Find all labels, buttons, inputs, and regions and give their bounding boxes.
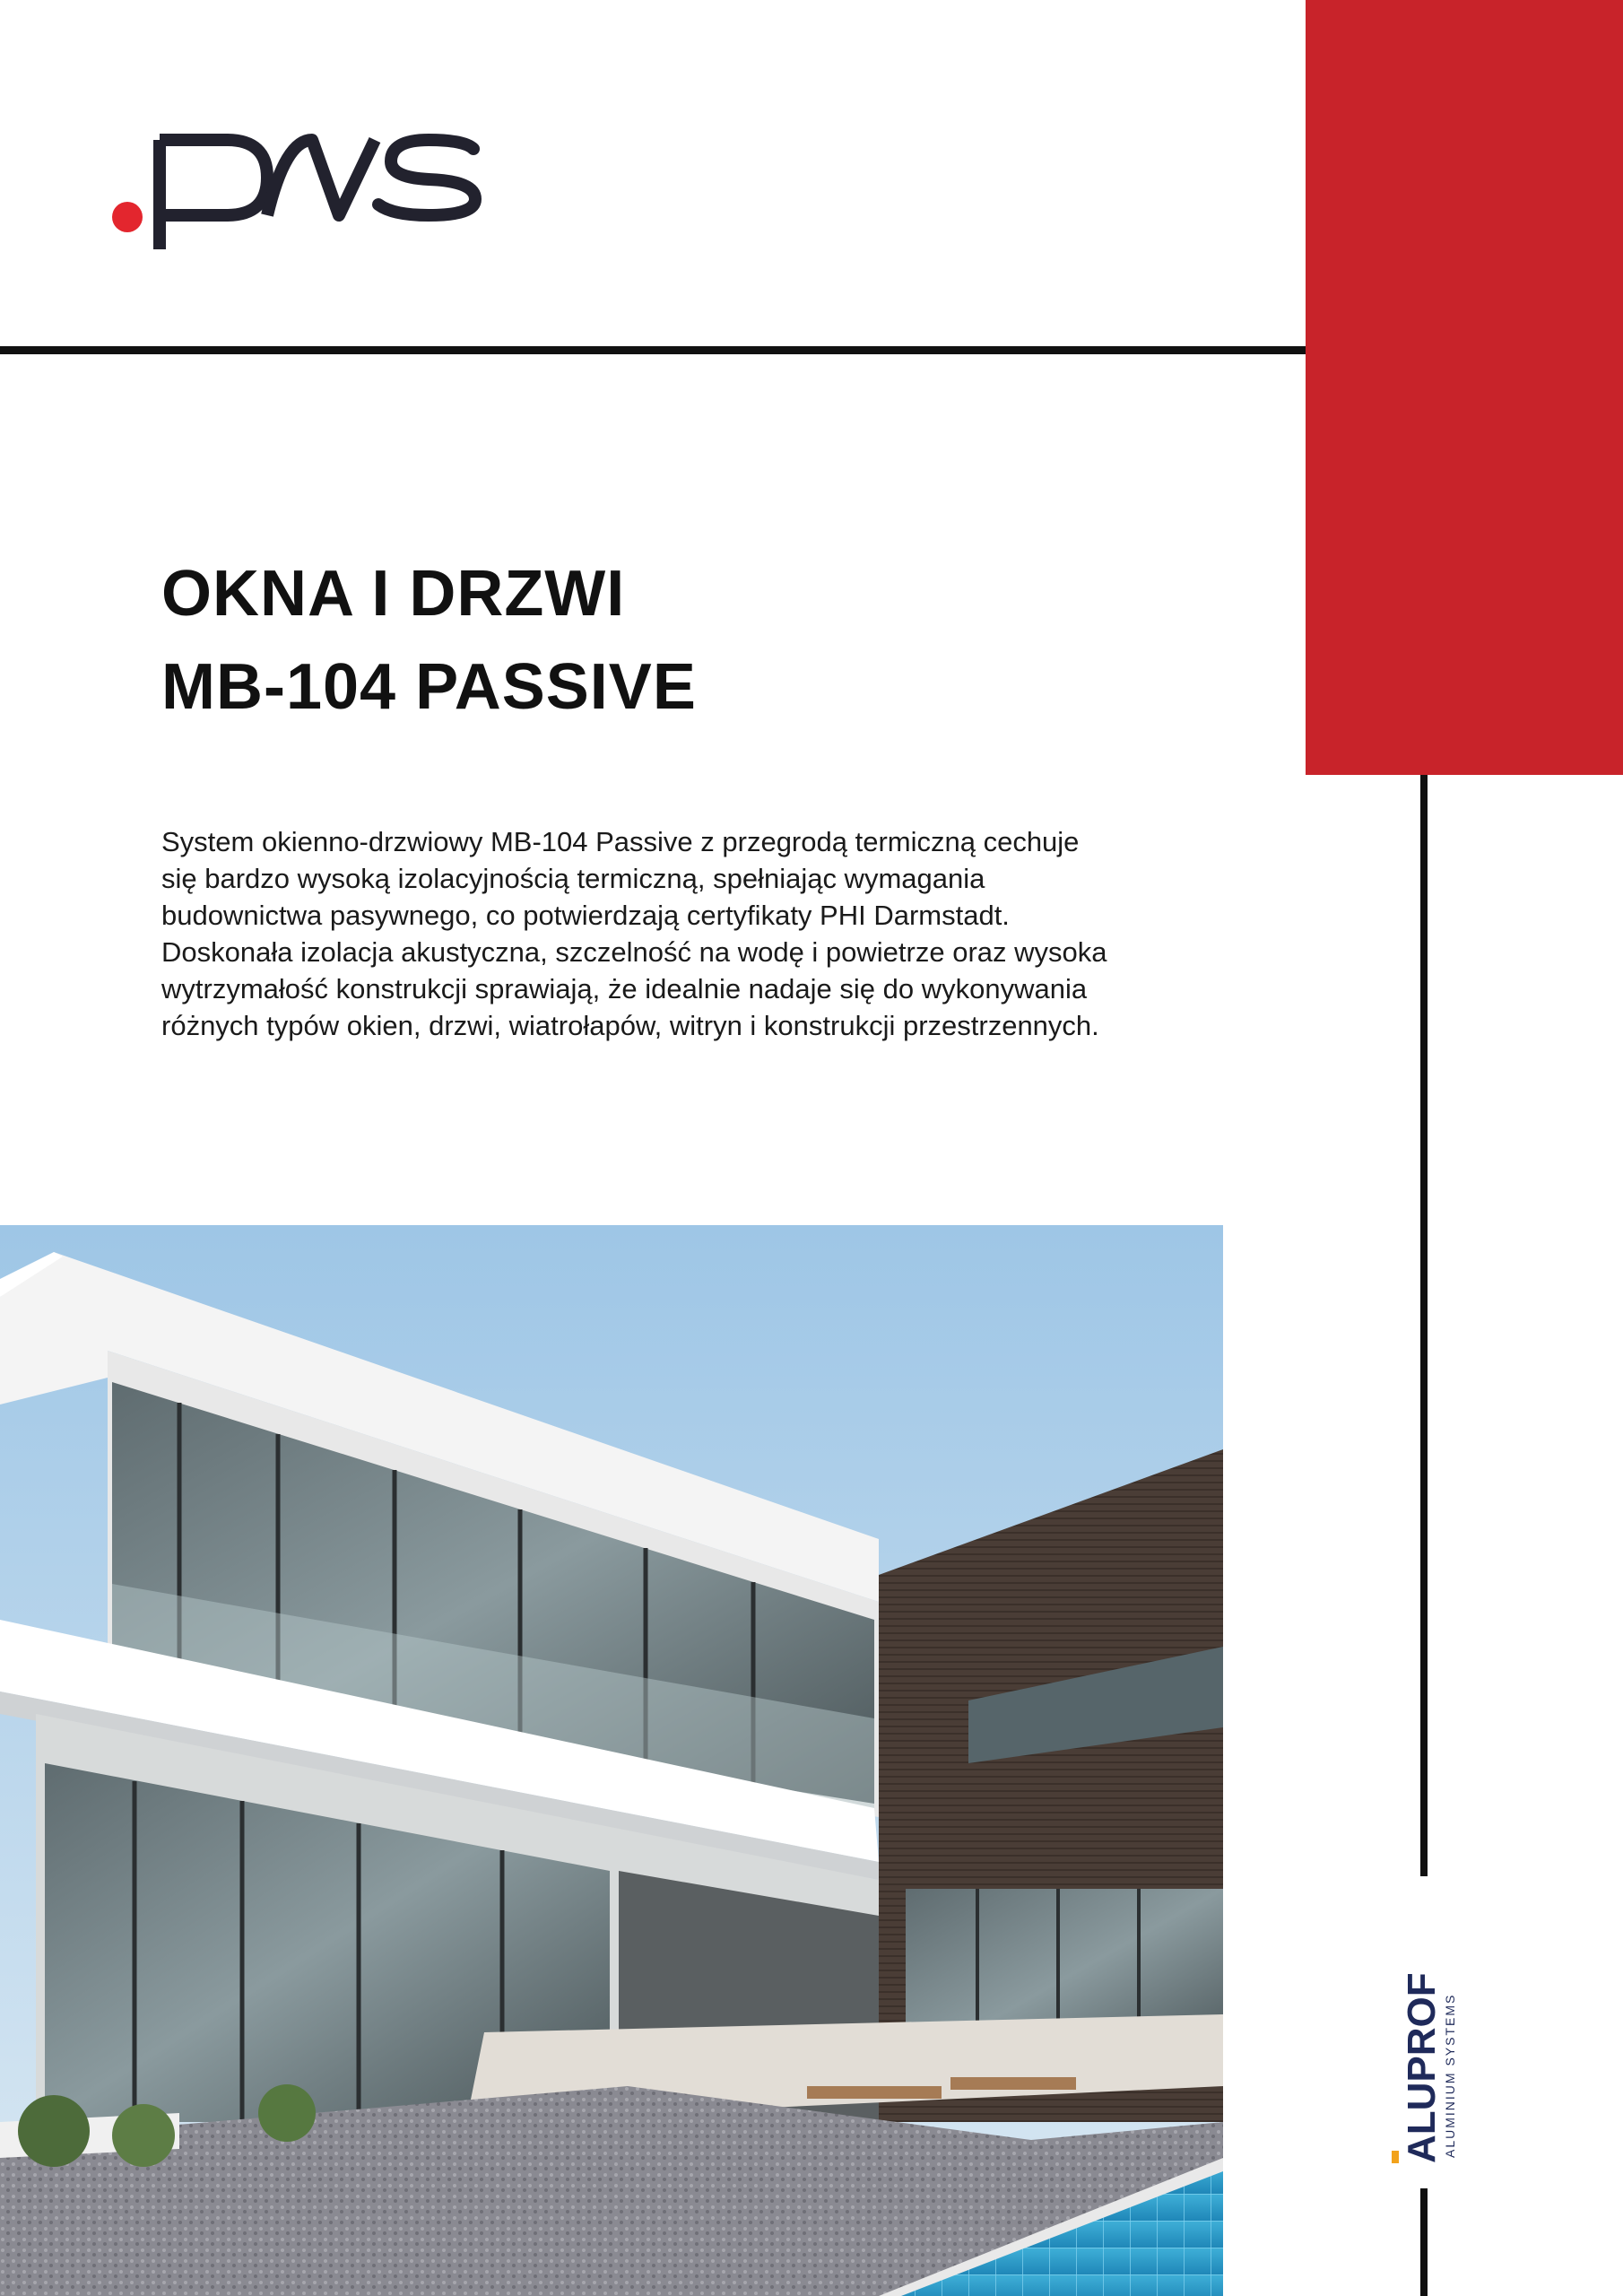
vertical-divider: [1420, 775, 1428, 1876]
aluprof-name: ALUPROF: [1400, 1972, 1444, 2163]
title-line-2: MB-104 PASSIVE: [161, 651, 697, 723]
vertical-divider-bottom: [1420, 2188, 1428, 2296]
aluprof-accent-icon: [1392, 2151, 1399, 2163]
logo-dot-icon: [112, 202, 143, 232]
page-title: [161, 547, 1237, 734]
hero-image: [0, 1225, 1223, 2296]
header-divider: [0, 346, 1306, 354]
accent-block: [1306, 0, 1623, 775]
title-line-1: OKNA I DRZWI: [161, 558, 626, 630]
aluprof-logo: [1388, 1919, 1460, 2170]
product-description: System okienno-drzwiowy MB-104 Passive z przegrodą termiczną cechuje się bardzo wysoką izolacyjnością termiczną, spełniając wymagania budownictwa pasywnego, co potwierdzają certyfikaty PHI Darmstadt. Doskonała izolacja akustyczna, szczelność na wodę i powietrze oraz wysoka wytrzymałość konstrukcji sprawiają, że idealnie nadaje się do wykonywania różnych typów okien, drzwi, wiatrołapów, witryn i konstrukcji przestrzennych.: [161, 826, 1107, 1041]
pws-logo: [106, 115, 491, 258]
aluprof-tagline: ALUMINIUM SYSTEMS: [1443, 1993, 1457, 2158]
